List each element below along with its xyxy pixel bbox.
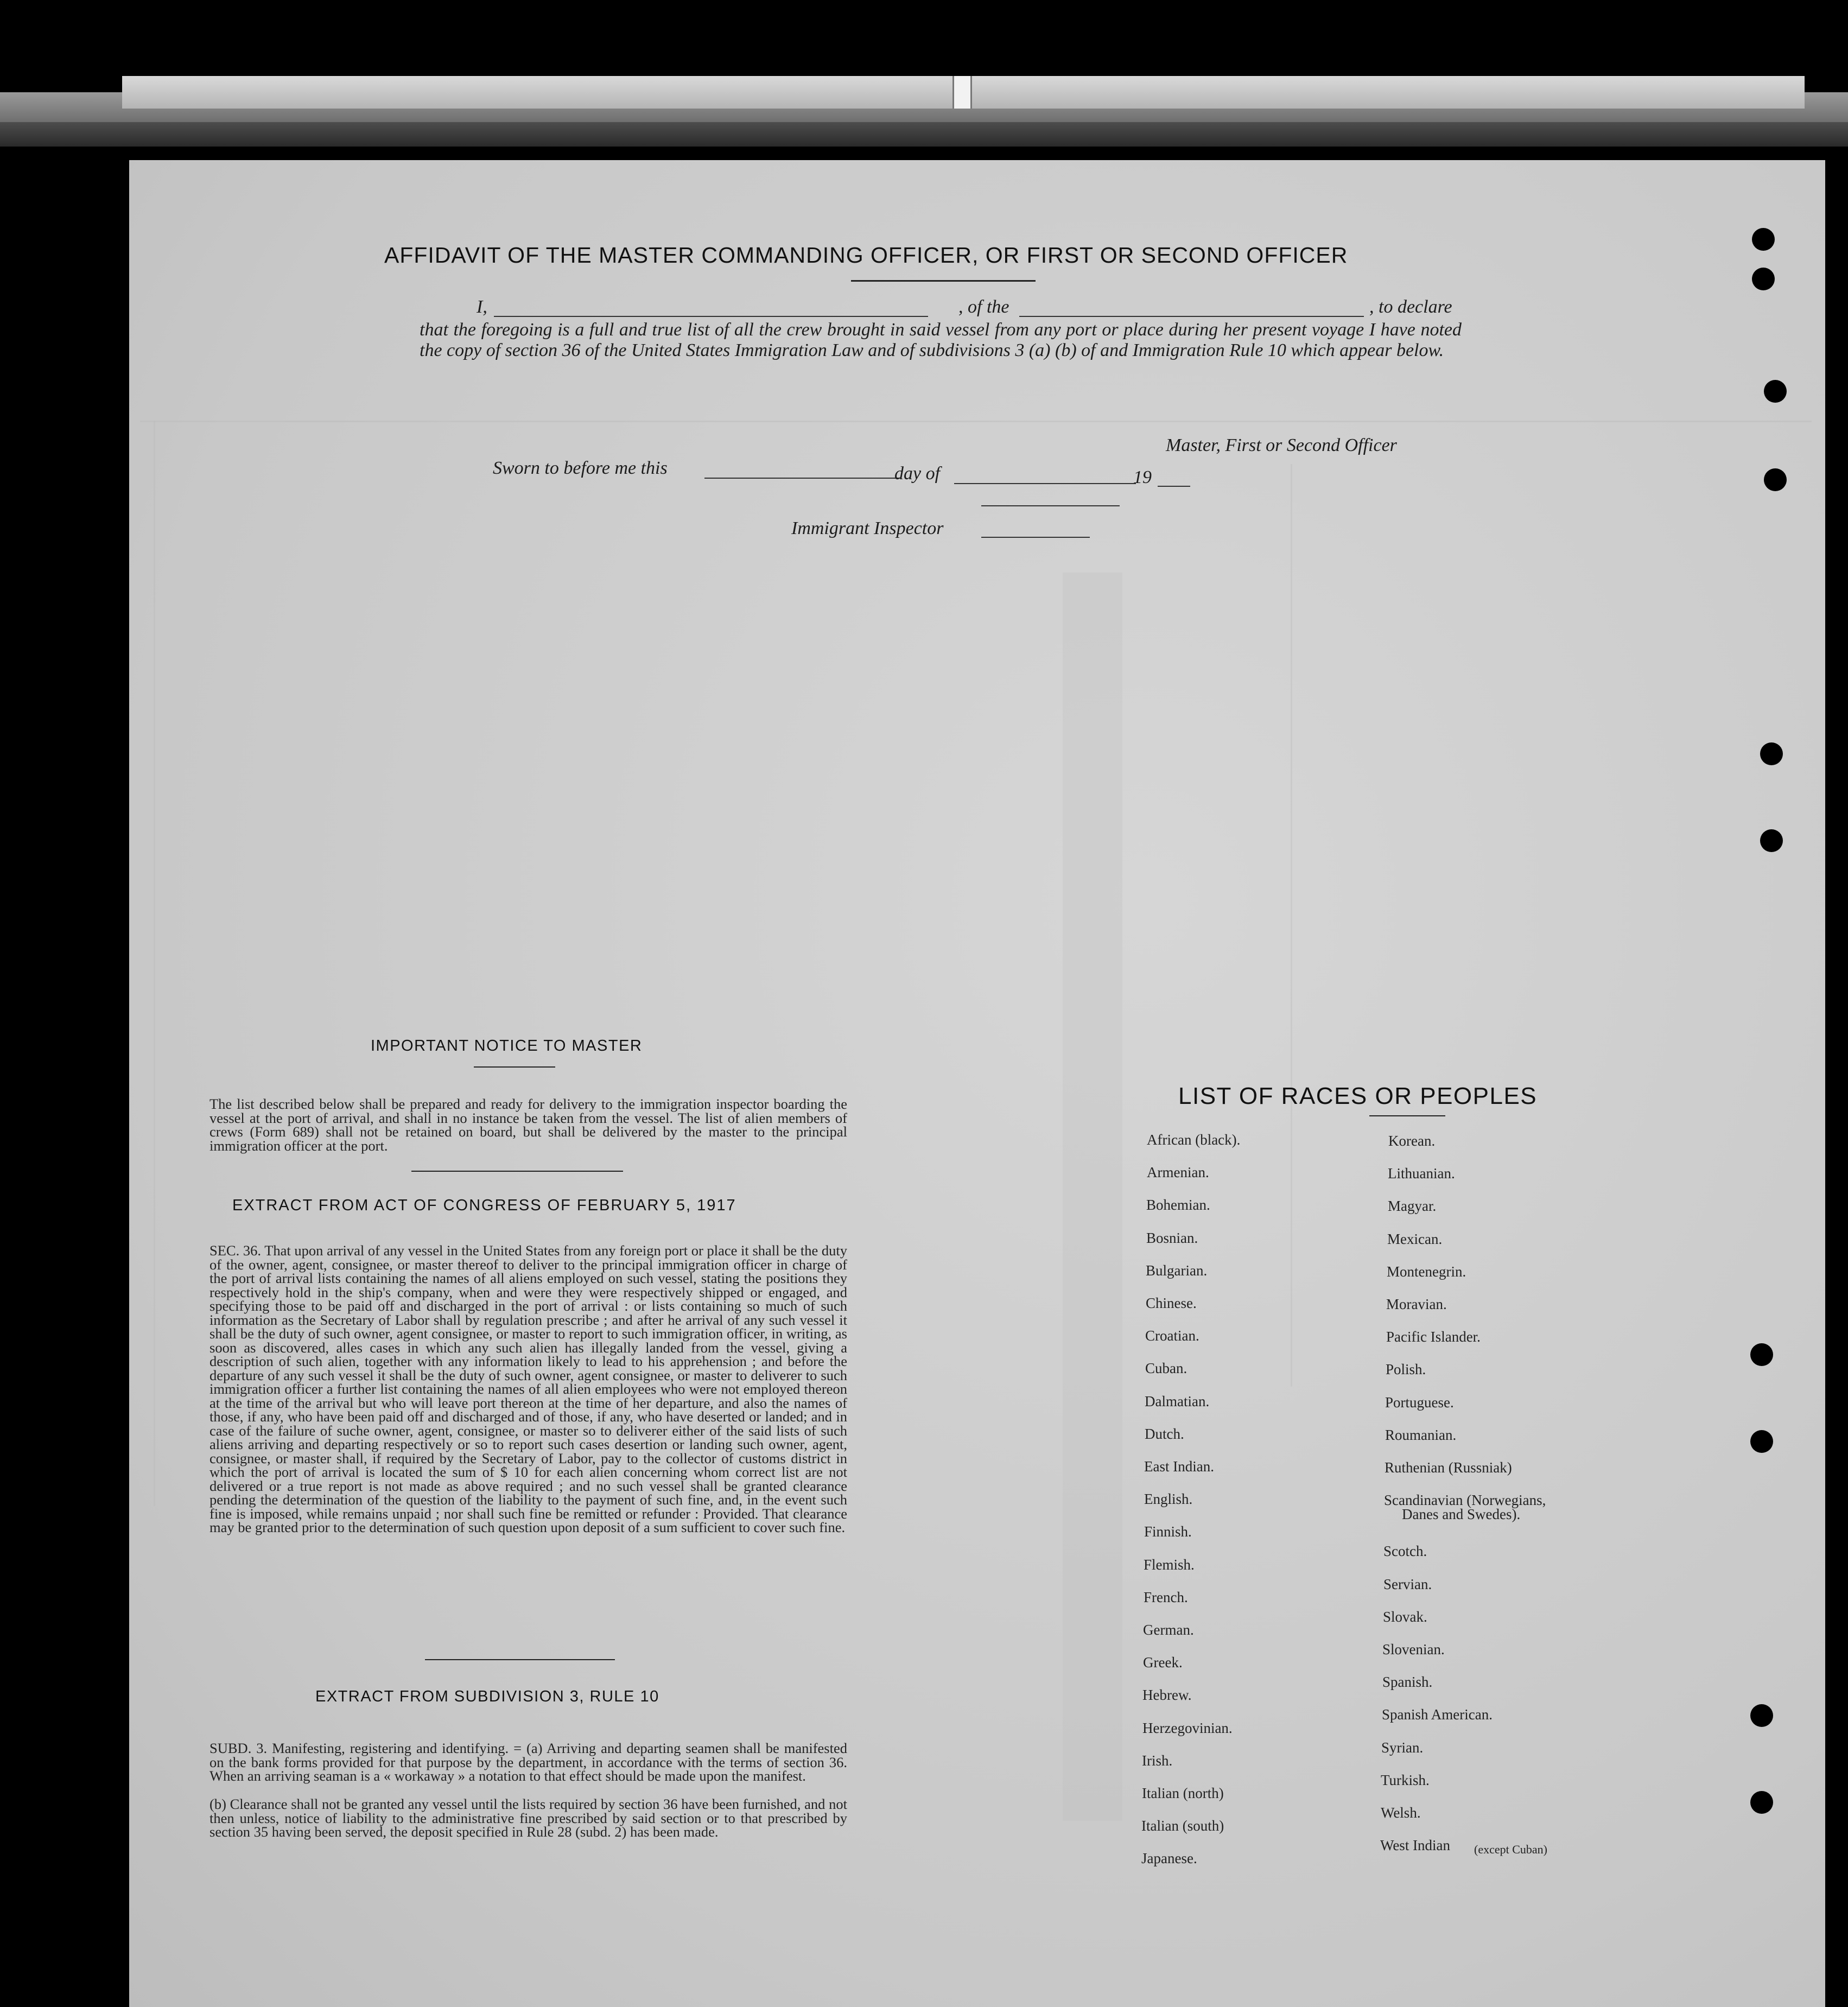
sworn-month-line bbox=[954, 483, 1136, 484]
rule-title: EXTRACT FROM SUBDIVISION 3, RULE 10 bbox=[315, 1688, 659, 1705]
binder-hole bbox=[1760, 742, 1783, 765]
race-item: Bohemian. bbox=[1146, 1197, 1210, 1213]
bleed-through-rule-mid bbox=[1291, 464, 1292, 1387]
race-item: Irish. bbox=[1142, 1752, 1173, 1769]
affidavit-title: AFFIDAVIT OF THE MASTER COMMANDING OFFICER, OR FIRST OR SECOND OFFICER bbox=[384, 243, 1348, 268]
binder-hole bbox=[1764, 380, 1787, 403]
race-item: German. bbox=[1143, 1622, 1194, 1638]
race-item: Scandinavian (Norwegians, bbox=[1384, 1492, 1546, 1508]
affidavit-to-declare-label: , to declare bbox=[1369, 297, 1452, 317]
race-item: Dutch. bbox=[1145, 1426, 1184, 1442]
notice-body: The list described below shall be prepared and ready for delivery to the immigration inspector boarding the vessel at the port of arrival, and shall in no instance be taken from the vessel. The list of alien members of crews (Form 689) shall not be retained on board, but shall be delivered by the master to the principal immigration officer at the port. bbox=[209, 1096, 847, 1154]
race-item: West Indian bbox=[1380, 1837, 1451, 1853]
race-item: Bosnian. bbox=[1146, 1230, 1198, 1246]
race-item: Herzegovinian. bbox=[1142, 1720, 1233, 1736]
binder-hole bbox=[1750, 1791, 1773, 1814]
binder-hole bbox=[1752, 228, 1775, 251]
race-item: Slovak. bbox=[1383, 1609, 1427, 1625]
bleed-through-column bbox=[1063, 573, 1122, 1821]
race-item: Flemish. bbox=[1144, 1557, 1195, 1573]
races-title-rule bbox=[1369, 1115, 1445, 1116]
race-item: Moravian. bbox=[1386, 1296, 1447, 1312]
races-title: LIST OF RACES OR PEOPLES bbox=[1178, 1083, 1538, 1109]
affidavit-body: that the foregoing is a full and true list of all the crew brought in said vessel from any port or place during her present voyage I have noted the copy of section 36 of the United States Immigration Law and of subdivisions 3 (a) (b) of and Immigration Rule 10 which appear below. bbox=[420, 320, 1462, 360]
act-title: EXTRACT FROM ACT OF CONGRESS OF FEBRUARY 5, 1917 bbox=[232, 1197, 736, 1214]
bleed-through-rule-left bbox=[154, 421, 155, 1506]
race-item: Portuguese. bbox=[1385, 1394, 1454, 1411]
affidavit-of-the-label: , of the bbox=[958, 297, 1009, 317]
race-item: Dalmatian. bbox=[1145, 1393, 1210, 1409]
race-item: Ruthenian (Russniak) bbox=[1385, 1459, 1512, 1476]
race-item: Pacific Islander. bbox=[1386, 1329, 1481, 1345]
act-rule bbox=[425, 1659, 615, 1660]
bleed-through-rule-top bbox=[140, 421, 1812, 422]
binder-hole bbox=[1750, 1343, 1773, 1366]
race-item: Korean. bbox=[1388, 1133, 1436, 1149]
year-label: 19 bbox=[1133, 467, 1152, 487]
inspector-label: Immigrant Inspector bbox=[791, 518, 944, 538]
signature-caption: Master, First or Second Officer bbox=[1166, 435, 1397, 455]
affidavit-title-rule bbox=[851, 280, 1036, 282]
race-item: Servian. bbox=[1383, 1576, 1432, 1592]
binder-hole bbox=[1752, 268, 1775, 290]
race-item: English. bbox=[1144, 1491, 1193, 1507]
race-item: Chinese. bbox=[1146, 1295, 1197, 1311]
affidavit-i-label: I, bbox=[477, 297, 487, 317]
race-item: Finnish. bbox=[1144, 1523, 1192, 1540]
race-scandinavian-cont: Danes and Swedes). bbox=[1402, 1506, 1521, 1522]
race-item: Spanish American. bbox=[1382, 1706, 1493, 1723]
race-item: Greek. bbox=[1143, 1654, 1183, 1671]
film-edge-strip-dark bbox=[0, 122, 1848, 147]
binder-hole bbox=[1750, 1704, 1773, 1727]
rule-body-a: SUBD. 3. Manifesting, registering and identifying. = (a) Arriving and departing seamen shall be manifested on the bank forms provided for that purpose by the department, in accordance with the terms of section 36. When an arriving seaman is a « workaway » a notation to that effect should be made upon the manifest. bbox=[209, 1740, 847, 1784]
rule-body-b: (b) Clearance shall not be granted any vessel until the lists required by section 36 have been furnished, and not then unless, notice of liability to the administrative fine prescribed by said section or to that prescribed by section 35 having been served, the deposit specified in Rule 28 (subd. 2) has been made. bbox=[209, 1796, 847, 1840]
notice-title-rule bbox=[474, 1066, 555, 1068]
act-body: SEC. 36. That upon arrival of any vessel in the United States from any foreign port or place it shall be the duty of the owner, agent, consignee, or master thereof to deliver to the principal immigration officer in charge of the port of arrival lists containing the names of all aliens employed on such vessel, stating the positions they respectively hold in the ship's company, when and were they were respectively shipped or engaged, and specifying those to be paid off and discharged in the port of arrival : or lists containing so much of such information as the Secretary of Labor shall by regulation prescribe ; and after he arrival of any such vessel it shall be the duty of such owner, agent consignee, or master to report to such immigration officer, in writing, as soon as discovered, alles cases in which any such alien has illegally landed from the vessel, giving a description of such alien, together with any information likely to lead to his apprehension ; and before the departure of any such vessel it shall be the duty of such owner, agent consignee, or master to deliverer to such immigration officer a further list containing the names of all alien employees who were not employed thereon at the time of the arrival but who will leave port thereon at the time of her departure, and also the names of those, if any, who have been paid off and discharged and of those, if any, who have deserted or landed; and in case of the failure of suche owner, agent, consignee, or master so to deliverer either of the said lists of such aliens arriving and departing respectively or so to report such cases desertion or landing such owner, agent, consignee, or master shall, if required by the Secretary of Labor, pay to the collector of customs district in which the port of arrival is located the sum of $ 10 for each alien concerning whom correct list are not delivered or a true report is not made as above required ; and no such vessel shall be granted clearance pending the determination of the question of the liability to the payment of such fine, and, in the event such fine is imposed, while remains unpaid ; nor shall such fine be remitted or refunder : Provided. That clearance may be granted prior to the determination of such question upon deposit of a sum sufficient to cover such fine. bbox=[209, 1242, 847, 1535]
race-item: Roumanian. bbox=[1385, 1427, 1457, 1443]
race-item: Lithuanian. bbox=[1388, 1165, 1455, 1182]
race-item: Magyar. bbox=[1388, 1198, 1437, 1214]
film-edge-fold bbox=[952, 76, 972, 109]
race-item: Syrian. bbox=[1381, 1739, 1424, 1756]
notice-rule bbox=[411, 1171, 623, 1172]
binder-hole bbox=[1760, 829, 1783, 852]
race-item: Italian (south) bbox=[1141, 1818, 1224, 1834]
race-west-indian-note: (except Cuban) bbox=[1474, 1843, 1547, 1856]
race-item: Polish. bbox=[1386, 1361, 1426, 1377]
inspector-signature-line bbox=[981, 505, 1120, 506]
race-item: Spanish. bbox=[1382, 1674, 1433, 1690]
race-item: Armenian. bbox=[1147, 1164, 1209, 1180]
race-item: Slovenian. bbox=[1382, 1641, 1445, 1657]
sworn-day-line bbox=[704, 478, 900, 479]
race-item: Bulgarian. bbox=[1146, 1262, 1208, 1279]
race-item: Cuban. bbox=[1145, 1360, 1187, 1376]
race-item: Scotch. bbox=[1383, 1543, 1427, 1559]
binder-hole bbox=[1764, 468, 1787, 491]
race-item: East Indian. bbox=[1144, 1458, 1214, 1475]
race-item: Turkish. bbox=[1381, 1772, 1430, 1788]
sworn-label: Sworn to before me this bbox=[493, 458, 668, 478]
vessel-name-line bbox=[1019, 316, 1364, 317]
inspector-line bbox=[981, 537, 1090, 538]
document-sheet bbox=[129, 160, 1825, 2007]
race-item: French. bbox=[1144, 1589, 1188, 1605]
sworn-year-line bbox=[1158, 486, 1190, 487]
binder-hole bbox=[1750, 1430, 1773, 1453]
race-item: Croatian. bbox=[1145, 1328, 1199, 1344]
race-item: Montenegrin. bbox=[1387, 1263, 1466, 1280]
race-item: Japanese. bbox=[1141, 1850, 1197, 1866]
master-name-line bbox=[494, 316, 928, 317]
day-of-label: day of bbox=[894, 463, 941, 484]
race-item: African (black). bbox=[1147, 1132, 1241, 1148]
race-item: Mexican. bbox=[1387, 1231, 1443, 1247]
race-item: Welsh. bbox=[1381, 1805, 1421, 1821]
race-item: Hebrew. bbox=[1142, 1687, 1192, 1703]
notice-title: IMPORTANT NOTICE TO MASTER bbox=[371, 1037, 643, 1055]
race-item: Italian (north) bbox=[1142, 1785, 1224, 1801]
